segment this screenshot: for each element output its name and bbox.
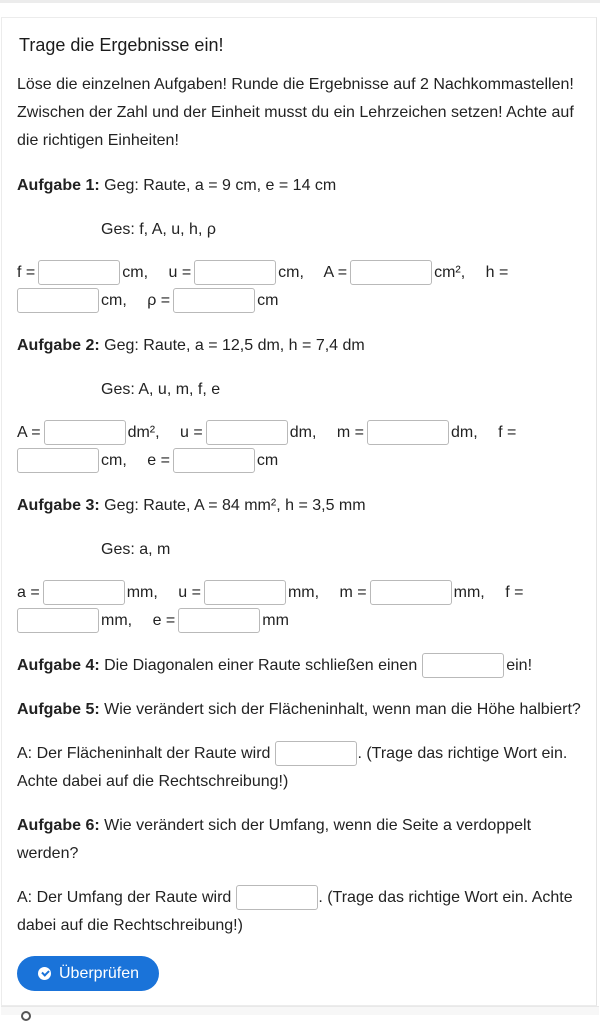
task2-A-unit: dm², (127, 424, 160, 441)
task2-fields-row1 (17, 419, 587, 447)
task1-given: Geg: Raute, a = 9 cm, e = 14 cm (104, 177, 337, 194)
task5-answer-line1 (17, 740, 587, 768)
task3-f-input[interactable] (17, 608, 99, 633)
task1-A-label: A = (323, 264, 348, 281)
task3-a-label: a = (17, 584, 40, 601)
task3-f-unit: mm, (101, 612, 133, 629)
task2-sought: Ges: A, u, m, f, e (101, 381, 221, 398)
task3-m-unit: mm, (453, 584, 485, 601)
task6-answer-line2: dabei auf die Rechtschreibung!) (17, 917, 243, 934)
task2-e-input[interactable] (173, 448, 255, 473)
task1-f-input[interactable] (38, 260, 120, 285)
task6-label: Aufgabe 6: (17, 817, 100, 834)
task5-label: Aufgabe 5: (17, 701, 100, 718)
task1-h-input[interactable] (17, 288, 99, 313)
task6-question: Wie verändert sich der Umfang, wenn die Seite a verdoppelt (104, 817, 532, 834)
task2-A-label: A = (17, 424, 41, 441)
task2-u-input[interactable] (206, 420, 288, 445)
check-button[interactable] (17, 956, 159, 991)
instructions: Löse die einzelnen Aufgaben! Runde die Ergebnisse auf 2 Nachkommastellen! Zwischen der Zahl und der Einheit musst du ein Lehrzeichen setzen! Achte auf die richtigen Einheiten! (17, 76, 574, 149)
task3-e-label: e = (152, 612, 176, 629)
task4-line (17, 652, 587, 680)
exercise-title: Trage die Ergebnisse ein! (19, 35, 224, 55)
task3-m-input[interactable] (370, 580, 452, 605)
task2-f-unit: cm, (101, 452, 127, 469)
task3-u-unit: mm, (287, 584, 320, 601)
task1-rho-label: ρ = (147, 292, 171, 309)
task3-a-unit: mm, (126, 584, 158, 601)
task5-question-line (17, 696, 587, 724)
task5-input[interactable] (275, 741, 357, 766)
task6-answer-before: A: Der Umfang der Raute wird (17, 889, 232, 906)
task3-fields-row2 (17, 607, 587, 635)
task6-question-line2: werden? (17, 845, 79, 862)
check-circle-icon (38, 967, 51, 980)
task2-m-input[interactable] (367, 420, 449, 445)
task1-u-input[interactable] (194, 260, 276, 285)
task3-a-input[interactable] (43, 580, 125, 605)
task6-input[interactable] (236, 885, 318, 910)
task2-label: Aufgabe 2: (17, 337, 100, 354)
task1-label: Aufgabe 1: (17, 177, 100, 194)
task2-u-unit: dm, (289, 424, 317, 441)
task1-rho-input[interactable] (173, 288, 255, 313)
task1-f-label: f = (17, 264, 36, 281)
task2-m-label: m = (336, 424, 364, 441)
task3-given: Geg: Raute, A = 84 mm², h = 3,5 mm (104, 497, 366, 514)
check-button-label: Überprüfen (59, 964, 140, 982)
task4-text-before: Die Diagonalen einer Raute schließen einen (104, 657, 418, 674)
task6-answer-after: . (Trage das richtige Wort ein. Achte (318, 889, 573, 906)
task5-question: Wie verändert sich der Flächeninhalt, wenn man die Höhe halbiert? (104, 701, 581, 718)
task4-text-after: ein! (506, 657, 533, 674)
task1-u-unit: cm, (278, 264, 304, 281)
task2-e-label: e = (147, 452, 170, 469)
task1-h-unit: cm, (101, 292, 127, 309)
task2-A-input[interactable] (44, 420, 126, 445)
task1-sought: Ges: f, A, u, h, ρ (101, 221, 216, 238)
task6-question-line1 (17, 812, 587, 840)
task2-m-unit: dm, (450, 424, 478, 441)
task2-f-label: f = (498, 424, 517, 441)
task1-h-label: h = (485, 264, 509, 281)
task1-given-line (17, 172, 336, 200)
task4-label: Aufgabe 4: (17, 657, 100, 674)
task3-u-input[interactable] (204, 580, 286, 605)
task2-given: Geg: Raute, a = 12,5 dm, h = 7,4 dm (104, 337, 365, 354)
task1-A-unit: cm², (434, 264, 466, 281)
task3-sought: Ges: a, m (101, 541, 171, 558)
task5-answer-after: . (Trage das richtige Wort ein. (357, 745, 568, 762)
task5-answer-line2: Achte dabei auf die Rechtschreibung!) (17, 773, 289, 790)
task1-u-label: u = (168, 264, 192, 281)
task3-u-label: u = (178, 584, 201, 601)
task1-A-input[interactable] (350, 260, 432, 285)
task3-e-input[interactable] (178, 608, 260, 633)
task1-fields-row1 (17, 259, 587, 287)
task2-fields-row2 (17, 447, 587, 475)
task3-e-unit: mm (262, 612, 289, 629)
task6-answer-line1 (17, 884, 587, 912)
task1-fields-row2 (17, 287, 587, 315)
task3-label: Aufgabe 3: (17, 497, 100, 514)
task2-f-input[interactable] (17, 448, 99, 473)
top-divider (0, 0, 600, 3)
task4-input[interactable] (422, 653, 504, 678)
task2-given-line (17, 332, 365, 360)
task1-rho-unit: cm (257, 292, 279, 309)
task1-f-unit: cm, (122, 264, 149, 281)
task2-u-label: u = (180, 424, 203, 441)
task3-given-line (17, 492, 366, 520)
footer-bar (1, 1006, 599, 1015)
footer-icon (21, 1011, 31, 1021)
task3-f-label: f = (505, 584, 524, 601)
task3-m-label: m = (339, 584, 367, 601)
task5-answer-before: A: Der Flächeninhalt der Raute wird (17, 745, 271, 762)
task2-e-unit: cm (256, 452, 279, 469)
task3-fields-row1 (17, 579, 587, 607)
